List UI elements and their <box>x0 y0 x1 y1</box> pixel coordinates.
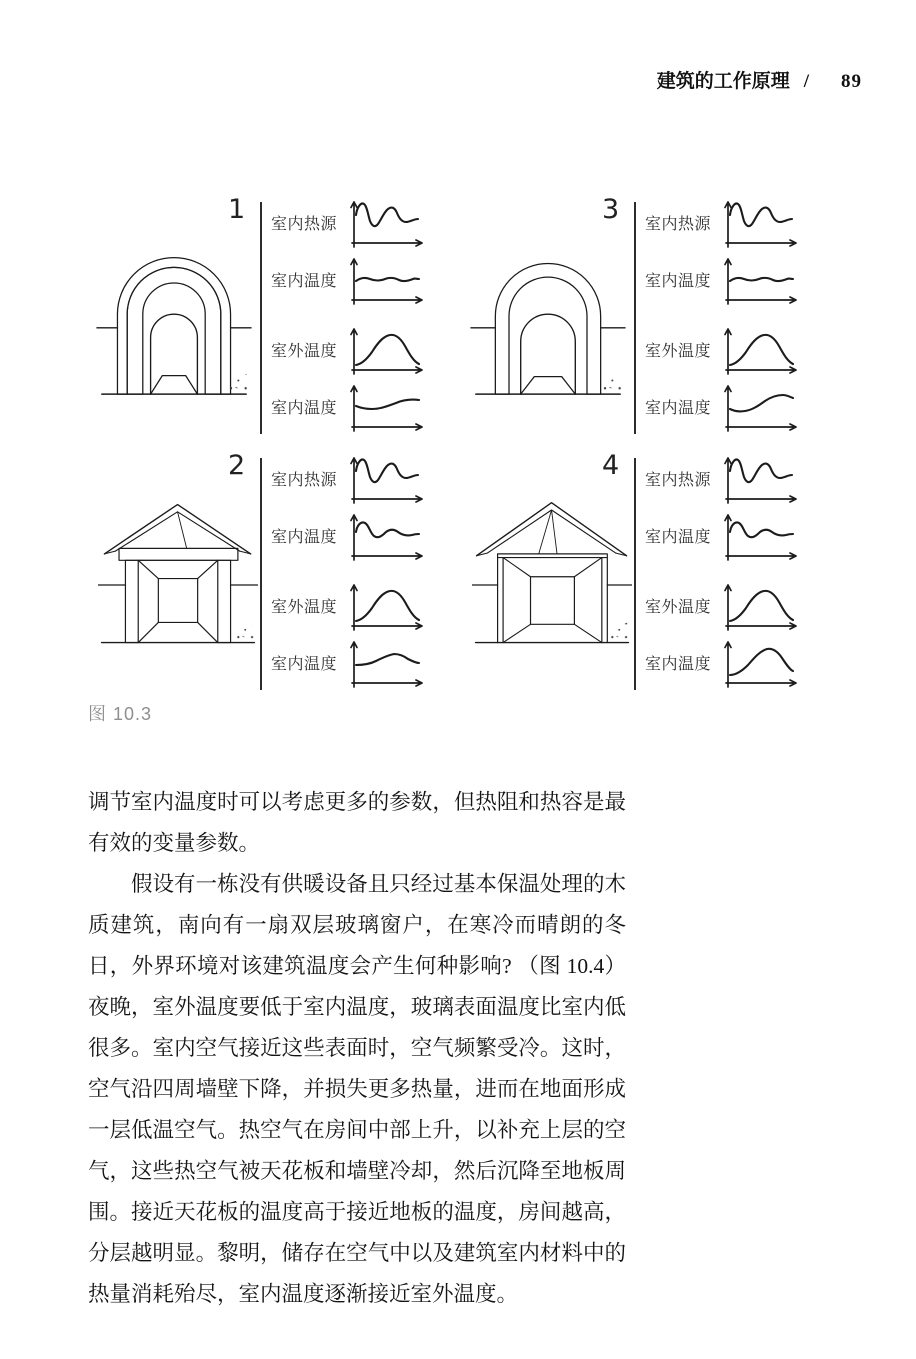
interior-back-wall <box>158 579 197 623</box>
building-drawing-vault-plain <box>470 238 626 404</box>
graph <box>345 578 427 634</box>
curve-line <box>730 590 793 620</box>
graph-row <box>645 378 801 435</box>
graph-label: 室外温度 <box>271 597 338 616</box>
graph-row <box>271 507 427 564</box>
x-axis <box>726 496 796 502</box>
roof-underside <box>115 512 239 551</box>
interior-back-wall <box>531 577 575 625</box>
graph-column <box>271 194 427 435</box>
graph <box>345 379 427 435</box>
building-drawing-vault-insulated <box>96 238 252 404</box>
curve-line <box>356 399 419 408</box>
x-axis <box>352 496 422 502</box>
graph-label: 室外温度 <box>271 341 338 360</box>
graph-label: 室内温度 <box>271 271 338 290</box>
curve-line <box>730 334 793 364</box>
graph-label: 室内温度 <box>645 654 712 673</box>
graph <box>345 195 427 251</box>
x-axis <box>726 553 796 559</box>
roof-underside <box>488 510 616 553</box>
y-axis <box>351 202 357 247</box>
x-axis <box>726 367 796 373</box>
graph-column <box>645 194 801 435</box>
curve-line <box>356 654 419 665</box>
figure-10-3 <box>88 188 828 708</box>
graph-row <box>271 450 427 507</box>
graph-label: 室内热源 <box>271 214 338 233</box>
graph-label: 室内热源 <box>271 470 338 489</box>
graph-label: 室内温度 <box>271 654 338 673</box>
header-separator: / <box>803 71 809 92</box>
graph-column <box>271 450 427 691</box>
graph-row <box>271 321 427 378</box>
wall-right <box>602 554 607 643</box>
graph-row <box>271 378 427 435</box>
graph-label: 室内温度 <box>645 271 712 290</box>
page-number: 89 <box>841 71 862 92</box>
panel-number: 1 <box>228 194 246 225</box>
x-axis <box>352 297 422 303</box>
chapter-title: 建筑的工作原理 <box>656 71 790 92</box>
figure-caption: 图 10.3 <box>88 704 153 724</box>
interior-perspective <box>138 560 218 642</box>
y-axis <box>725 458 731 503</box>
panel-divider-line <box>634 458 636 690</box>
building-drawing-house-plain <box>472 496 632 652</box>
x-axis <box>352 623 422 629</box>
page-header <box>657 66 862 93</box>
door-arch <box>521 314 576 394</box>
graph <box>345 451 427 507</box>
graph-row <box>271 251 427 308</box>
graph <box>719 252 801 308</box>
graph-row <box>271 634 427 691</box>
body-text <box>88 782 626 1315</box>
graph-label: 室外温度 <box>645 341 712 360</box>
x-axis <box>726 623 796 629</box>
graph-row <box>645 507 801 564</box>
graph <box>719 508 801 564</box>
y-axis <box>351 585 357 630</box>
curve-line <box>356 203 418 226</box>
graph-label: 室内温度 <box>645 527 712 546</box>
graph-label: 室内热源 <box>645 470 712 489</box>
panel-divider-line <box>634 202 636 434</box>
graph-row <box>645 321 801 378</box>
y-axis <box>351 329 357 374</box>
figure-panel-2 <box>94 450 428 696</box>
graph-label: 室内温度 <box>271 527 338 546</box>
graph-row <box>645 634 801 691</box>
x-axis <box>352 553 422 559</box>
graph <box>719 635 801 691</box>
floor-perspective <box>521 377 576 395</box>
curve-line <box>730 648 793 674</box>
wall-right-insulated <box>218 560 231 642</box>
graph <box>719 451 801 507</box>
x-axis <box>726 297 796 303</box>
graph-label: 室内温度 <box>645 398 712 417</box>
interior-perspective <box>503 558 602 643</box>
x-axis <box>726 680 796 686</box>
figure-panel-1 <box>94 194 428 440</box>
y-axis <box>351 386 357 431</box>
wall-left <box>498 554 503 643</box>
curve-line <box>356 277 419 280</box>
panel-divider-line <box>260 202 262 434</box>
y-axis <box>725 642 731 687</box>
curve-line <box>356 334 419 364</box>
graph <box>345 635 427 691</box>
debris-pile <box>232 623 255 642</box>
graph-row <box>645 251 801 308</box>
y-axis <box>725 585 731 630</box>
graph <box>345 252 427 308</box>
y-axis <box>351 515 357 560</box>
graph-row <box>645 577 801 634</box>
graph-label: 室内温度 <box>271 398 338 417</box>
graph <box>719 195 801 251</box>
panel-number: 3 <box>602 194 620 225</box>
wall-left-insulated <box>125 560 138 642</box>
curve-line <box>356 590 419 620</box>
x-axis <box>726 424 796 430</box>
graph-row <box>271 194 427 251</box>
floor-perspective <box>151 376 198 395</box>
x-axis <box>352 680 422 686</box>
building-drawing-house-insulated <box>98 496 258 652</box>
ceiling-insulation-band <box>119 548 238 560</box>
graph-label: 室内热源 <box>645 214 712 233</box>
x-axis <box>352 367 422 373</box>
graph <box>345 322 427 378</box>
graph-row <box>271 577 427 634</box>
y-axis <box>725 515 731 560</box>
curve-line <box>730 395 793 411</box>
graph <box>345 508 427 564</box>
panel-divider-line <box>260 458 262 690</box>
paragraph: 调节室内温度时可以考虑更多的参数，但热阻和热容是最有效的变量参数。 <box>88 790 626 855</box>
graph-column <box>645 450 801 691</box>
graph-row <box>645 194 801 251</box>
curve-line <box>730 459 792 482</box>
graph <box>719 578 801 634</box>
x-axis <box>352 240 422 246</box>
roof-eave-caps <box>104 551 250 554</box>
graph <box>719 322 801 378</box>
curve-line <box>356 522 419 537</box>
y-axis <box>725 202 731 247</box>
figure-panel-3 <box>468 194 802 440</box>
figure-panel-4 <box>468 450 802 696</box>
masonry-layer <box>495 263 600 394</box>
graph-label: 室外温度 <box>645 597 712 616</box>
graph <box>719 379 801 435</box>
ceiling-line <box>499 554 607 558</box>
y-axis <box>351 458 357 503</box>
panel-number: 2 <box>228 450 246 481</box>
paragraph: 假设有一栋没有供暖设备且只经过基本保温处理的木质建筑，南向有一扇双层玻璃窗户，在寒冷而晴朗的冬日，外界环境对该建筑温度会产生何种影响? （图 10.4）夜晚，室外温度要低于室内温度，玻璃表面温度比室内低很多。室内空气接近这些表面时，空气频繁受冷。这时，空气沿四周墙壁下降，并损失更多热量，进而在地面形成一层低温空气。热空气在房间中部上升，以补充上层的空气，这些热空气被天花板和墙壁冷却，然后沉降至地板周围。接近天花板的温度高于接近地板的温度，房间越高，分层越明显。黎明，储存在空气中以及建筑室内材料中的热量消耗殆尽，室内温度逐渐接近室外温度。 <box>88 872 626 1306</box>
curve-line <box>730 277 793 280</box>
curve-line <box>730 522 793 537</box>
x-axis <box>352 424 422 430</box>
graph-row <box>645 450 801 507</box>
curve-line <box>730 203 792 226</box>
curve-line <box>356 459 418 482</box>
x-axis <box>726 240 796 246</box>
y-axis <box>725 329 731 374</box>
panel-number: 4 <box>602 450 620 481</box>
insulation-layer <box>117 258 230 395</box>
